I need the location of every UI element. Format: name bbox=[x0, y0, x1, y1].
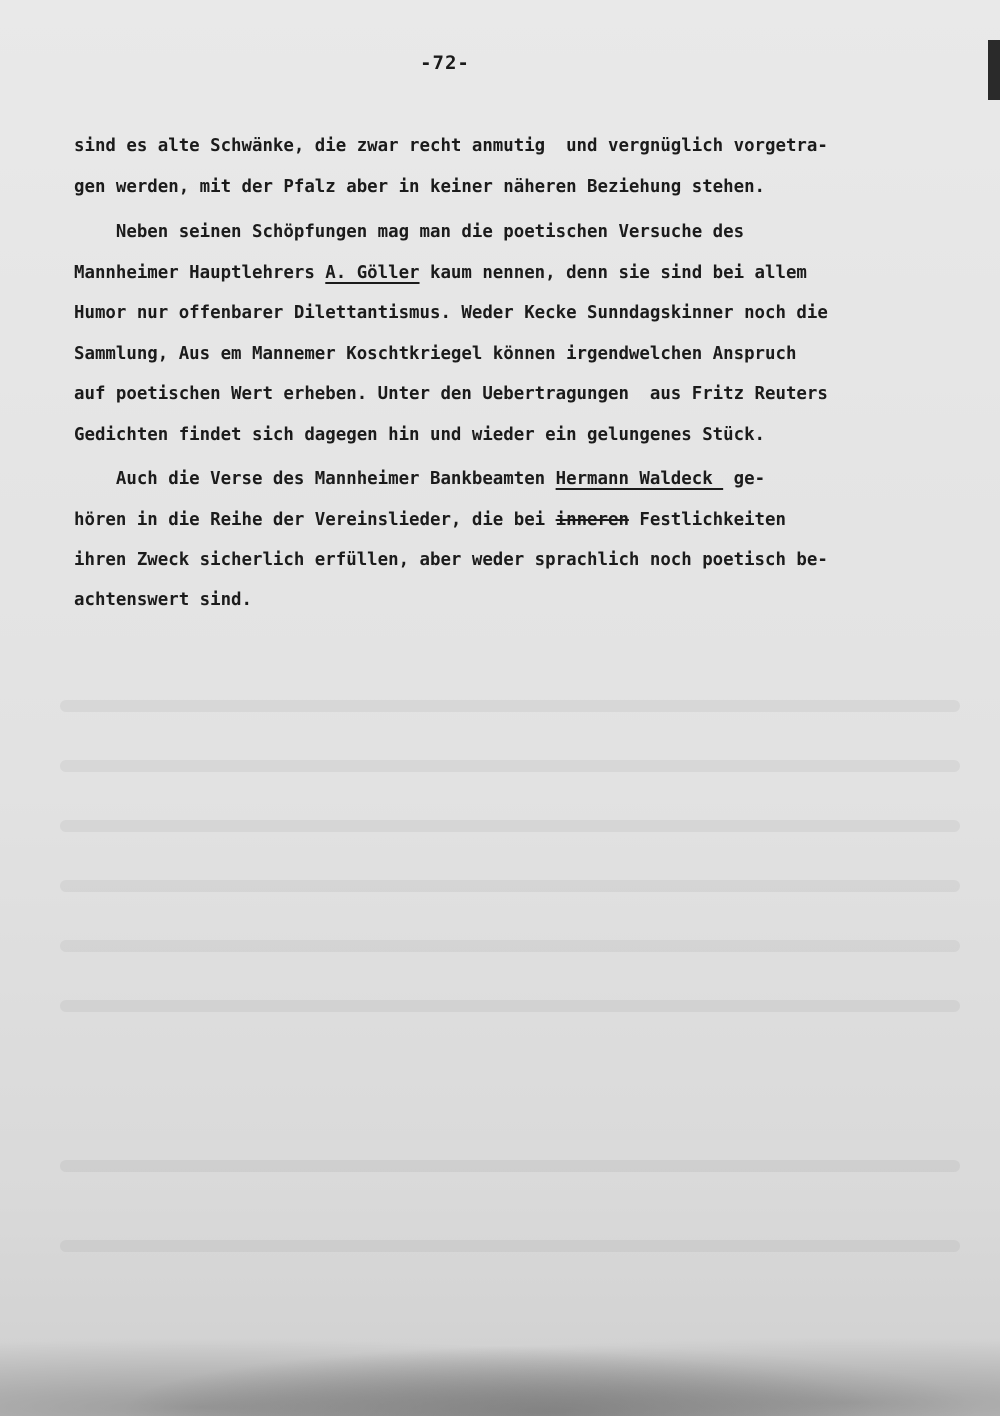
struck-word: inneren bbox=[555, 510, 629, 530]
text-line: Neben seinen Schöpfungen mag man die poetischen Versuche des bbox=[74, 222, 745, 242]
text-line bbox=[74, 500, 974, 541]
text-line: sind es alte Schwänke, die zwar recht anmutig und vergnüglich vorgetra- bbox=[74, 136, 828, 156]
bleed-through-line bbox=[60, 1160, 960, 1172]
text-line: Sammlung, Aus em Mannemer Koschtkriegel können irgendwelchen Anspruch bbox=[74, 344, 797, 364]
bleed-through-line bbox=[60, 940, 960, 952]
text-segment: kaum nennen, denn sie sind bei allem bbox=[419, 263, 807, 283]
bleed-through-line bbox=[60, 880, 960, 892]
text-segment: Auch die Verse des Mannheimer Bankbeamten bbox=[74, 469, 556, 489]
bleed-through-line bbox=[60, 700, 960, 712]
text-segment: ge- bbox=[723, 469, 766, 489]
text-line: gen werden, mit der Pfalz aber in keiner näheren Beziehung stehen. bbox=[74, 177, 766, 197]
bleed-through-line bbox=[60, 1000, 960, 1012]
text-line: auf poetischen Wert erheben. Unter den Uebertragungen aus Fritz Reuters bbox=[74, 384, 828, 404]
bleed-through-line bbox=[60, 820, 960, 832]
author-name-goeller: A. Göller bbox=[325, 263, 420, 283]
text-segment: Festlichkeiten bbox=[628, 510, 786, 530]
bleed-through-line bbox=[60, 760, 960, 772]
text-line: Gedichten findet sich dagegen hin und wieder ein gelungenes Stück. bbox=[74, 425, 766, 445]
text-segment: Mannheimer Hauptlehrers bbox=[74, 263, 326, 283]
author-name-waldeck: Hermann Waldeck bbox=[555, 469, 724, 489]
text-line: achtenswert sind. bbox=[74, 590, 252, 610]
bottom-stain bbox=[0, 1326, 1000, 1416]
text-line bbox=[74, 459, 974, 500]
text-line bbox=[74, 253, 974, 294]
page-number: -72- bbox=[420, 52, 470, 74]
bleed-through-line bbox=[60, 1240, 960, 1252]
text-line: Humor nur offenbarer Dilettantismus. Weder Kecke Sunndagskinner noch die bbox=[74, 303, 828, 323]
text-line: ihren Zweck sicherlich erfüllen, aber weder sprachlich noch poetisch be- bbox=[74, 550, 828, 570]
text-segment: hören in die Reihe der Vereinslieder, die bei bbox=[74, 510, 556, 530]
page-edge-mark bbox=[988, 40, 1000, 100]
